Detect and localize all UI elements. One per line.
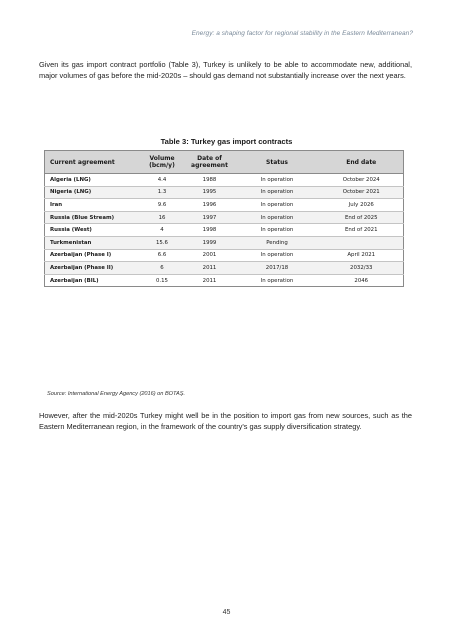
cell-status: In operation (235, 174, 320, 187)
cell-agreement: Russia (Blue Stream) (45, 211, 140, 224)
cell-status: In operation (235, 199, 320, 212)
table-row (45, 236, 404, 249)
cell-volume: 6.6 (140, 249, 185, 262)
cell-agreement: Iran (45, 199, 140, 212)
cell-volume: 15.6 (140, 236, 185, 249)
cell-end-date: October 2021 (320, 186, 404, 199)
cell-date: 1998 (185, 224, 235, 237)
column-header-date: Date of agreement (185, 151, 235, 174)
cell-agreement: Azerbaijan (BIL) (45, 274, 140, 287)
cell-end-date: 2046 (320, 274, 404, 287)
cell-volume: 4 (140, 224, 185, 237)
column-header-end-date: End date (320, 151, 404, 174)
cell-status: In operation (235, 211, 320, 224)
cell-status: In operation (235, 249, 320, 262)
cell-agreement: Azerbaijan (Phase II) (45, 262, 140, 275)
running-header: Energy: a shaping factor for regional stability in the Eastern Mediterranean? (191, 30, 413, 37)
column-header-status: Status (235, 151, 320, 174)
cell-status: Pending (235, 236, 320, 249)
table-row (45, 186, 404, 199)
body-paragraph-2: However, after the mid-2020s Turkey might well be in the position to import gas from new sources, such as the Eastern Mediterranean region, in the framework of the country's gas supply diversification strategy. (39, 411, 412, 432)
table-row (45, 174, 404, 187)
cell-volume: 6 (140, 262, 185, 275)
cell-volume: 9.6 (140, 199, 185, 212)
cell-end-date: October 2024 (320, 174, 404, 187)
column-header-agreement: Current agreement (45, 151, 140, 174)
table-row (45, 262, 404, 275)
cell-end-date: End of 2025 (320, 211, 404, 224)
cell-agreement: Azerbaijan (Phase I) (45, 249, 140, 262)
cell-date: 1995 (185, 186, 235, 199)
cell-agreement: Algeria (LNG) (45, 174, 140, 187)
page-number: 45 (222, 609, 231, 616)
cell-date: 2011 (185, 274, 235, 287)
cell-status: In operation (235, 186, 320, 199)
cell-date: 1996 (185, 199, 235, 212)
table-row (45, 224, 404, 237)
cell-agreement: Nigeria (LNG) (45, 186, 140, 199)
table-header-row (45, 151, 404, 174)
cell-status: 2017/18 (235, 262, 320, 275)
cell-agreement: Russia (West) (45, 224, 140, 237)
cell-end-date: July 2026 (320, 199, 404, 212)
table-row (45, 274, 404, 287)
table-row (45, 249, 404, 262)
cell-status: In operation (235, 224, 320, 237)
cell-status: In operation (235, 274, 320, 287)
cell-end-date: April 2021 (320, 249, 404, 262)
cell-agreement: Turkmenistan (45, 236, 140, 249)
cell-end-date: End of 2021 (320, 224, 404, 237)
cell-date: 2011 (185, 262, 235, 275)
table-title: Table 3: Turkey gas import contracts (160, 137, 293, 146)
cell-volume: 4.4 (140, 174, 185, 187)
cell-date: 2001 (185, 249, 235, 262)
cell-volume: 0.15 (140, 274, 185, 287)
cell-date: 1988 (185, 174, 235, 187)
gas-import-contracts-table (44, 150, 404, 287)
cell-end-date: 2032/33 (320, 262, 404, 275)
cell-end-date (320, 236, 404, 249)
table-row (45, 211, 404, 224)
column-header-volume: Volume (bcm/y) (140, 151, 185, 174)
cell-date: 1997 (185, 211, 235, 224)
table-row (45, 199, 404, 212)
body-paragraph-1: Given its gas import contract portfolio (Table 3), Turkey is unlikely to be able to accommodate new, additional, major volumes of gas before the mid-2020s – should gas demand not substantially increase over the next years. (39, 60, 412, 81)
cell-date: 1999 (185, 236, 235, 249)
cell-volume: 16 (140, 211, 185, 224)
cell-volume: 1.3 (140, 186, 185, 199)
table-source-note: Source: International Energy Agency (2016) on BOTAŞ. (47, 391, 186, 397)
